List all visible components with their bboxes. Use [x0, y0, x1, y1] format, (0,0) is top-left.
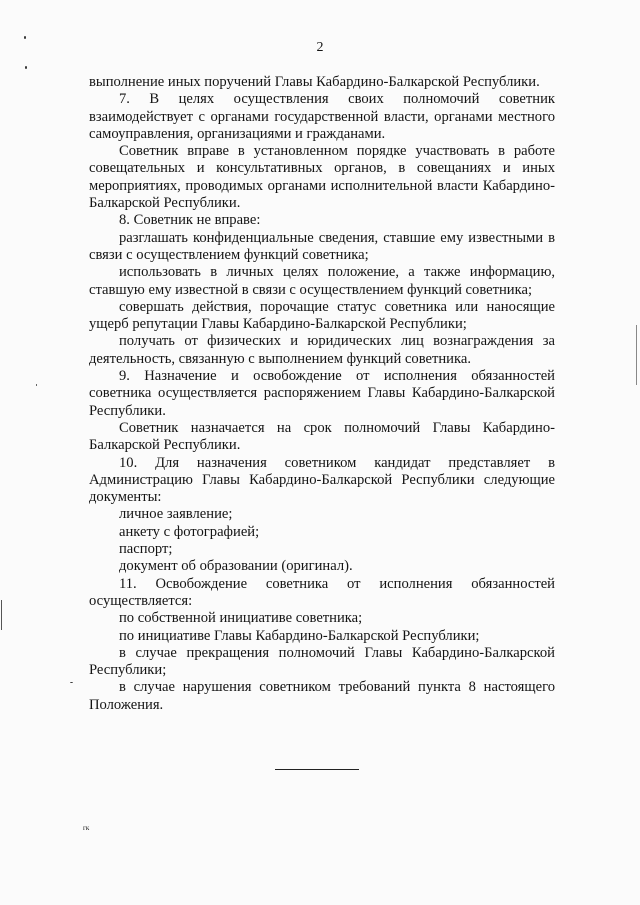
- paragraph: 9. Назначение и освобождение от исполнения обязанностей советника осуществляется распоряжением Главы Кабардино-Балкарской Республики.: [89, 368, 555, 419]
- scan-speck: [36, 384, 37, 386]
- document-body: [89, 74, 555, 714]
- list-item: паспорт;: [119, 541, 173, 558]
- scan-edge-line: [1, 600, 2, 630]
- paragraph: совершать действия, порочащие статус советника или наносящие ущерб репутации Главы Кабардино-Балкарской Республики;: [89, 298, 555, 333]
- paragraph: Советник вправе в установленном порядке участвовать в работе совещательных и консультативных органов, в совещаниях и иных мероприятиях, проводимых органами исполнительной власти Кабардино-Балкарской Республики.: [89, 143, 555, 212]
- paragraph: получать от физических и юридических лиц вознаграждения за деятельность, связанную с выполнением функций советника.: [89, 333, 555, 367]
- footer-mark: гк: [83, 824, 90, 832]
- list-item: по собственной инициативе советника;: [119, 610, 363, 627]
- scan-speck: [70, 682, 73, 683]
- scan-speck: [24, 36, 26, 39]
- paragraph: выполнение иных поручений Главы Кабардино-Балкарской Республики.: [89, 74, 540, 90]
- scan-edge-line: [636, 325, 637, 385]
- list-item: документ об образовании (оригинал).: [119, 558, 353, 575]
- list-item: личное заявление;: [119, 506, 233, 523]
- list-item: анкету с фотографией;: [119, 523, 260, 540]
- paragraph: 7. В целях осуществления своих полномочий советник взаимодействует с органами государственной власти, органами местного самоуправления, организациями и гражданами.: [89, 91, 555, 142]
- paragraph: 10. Для назначения советником кандидат представляет в Администрацию Главы Кабардино-Балкарской Республики следующие документы:: [89, 454, 555, 506]
- paragraph: 8. Советник не вправе:: [119, 212, 261, 229]
- paragraph: в случае прекращения полномочий Главы Кабардино-Балкарской Республики;: [89, 644, 555, 679]
- paragraph: разглашать конфиденциальные сведения, ставшие ему известными в связи с осуществлением функций советника;: [89, 229, 555, 263]
- paragraph: в случае нарушения советником требований пункта 8 настоящего Положения.: [89, 679, 555, 713]
- list-item: по инициативе Главы Кабардино-Балкарской Республики;: [119, 627, 480, 644]
- paragraph: Советник назначается на срок полномочий Главы Кабардино-Балкарской Республики.: [89, 419, 555, 454]
- end-divider-line: [275, 769, 359, 770]
- page-number: 2: [316, 40, 324, 55]
- paragraph: использовать в личных целях положение, а также информацию, ставшую ему известной в связи с осуществлением функций советника;: [89, 264, 555, 298]
- scan-speck: [25, 66, 27, 69]
- paragraph: 11. Освобождение советника от исполнения обязанностей осуществляется:: [89, 575, 555, 609]
